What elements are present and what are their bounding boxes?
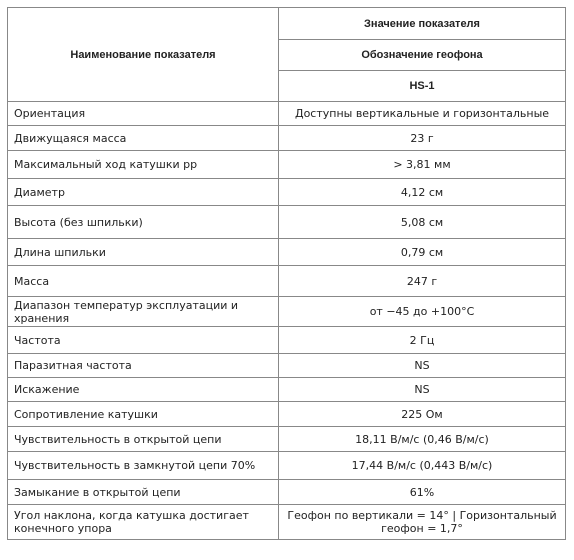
designation-column-header: Обозначение геофона xyxy=(279,40,566,71)
param-value: 2 Гц xyxy=(279,327,566,354)
param-value: 247 г xyxy=(279,266,566,297)
param-name: Чувствительность в открытой цепи xyxy=(8,427,279,452)
table-row xyxy=(8,266,566,297)
model-header: HS-1 xyxy=(279,71,566,102)
param-name: Искажение xyxy=(8,378,279,402)
table-row xyxy=(8,206,566,239)
table-row xyxy=(8,126,566,151)
param-value: 17,44 В/м/с (0,443 В/м/с) xyxy=(279,452,566,480)
param-name: Угол наклона, когда катушка достигает конечного упора xyxy=(8,505,279,540)
table-row xyxy=(8,427,566,452)
param-value: > 3,81 мм xyxy=(279,151,566,179)
param-name: Диаметр xyxy=(8,179,279,206)
param-value: NS xyxy=(279,378,566,402)
table-row xyxy=(8,102,566,126)
table-row xyxy=(8,480,566,505)
value-column-header: Значение показателя xyxy=(279,8,566,40)
table-row xyxy=(8,378,566,402)
param-name: Чувствительность в замкнутой цепи 70% xyxy=(8,452,279,480)
param-value: Геофон по вертикали = 14° | Горизонтальный геофон = 1,7° xyxy=(279,505,566,540)
param-value: NS xyxy=(279,354,566,378)
param-value: 23 г xyxy=(279,126,566,151)
table-row xyxy=(8,179,566,206)
param-value: 61% xyxy=(279,480,566,505)
param-name: Высота (без шпильки) xyxy=(8,206,279,239)
param-value: 0,79 см xyxy=(279,239,566,266)
param-name: Ориентация xyxy=(8,102,279,126)
param-value: 4,12 см xyxy=(279,179,566,206)
param-value: 18,11 В/м/с (0,46 В/м/с) xyxy=(279,427,566,452)
table-row xyxy=(8,239,566,266)
param-name: Максимальный ход катушки pp xyxy=(8,151,279,179)
param-value: 225 Ом xyxy=(279,402,566,427)
param-name: Паразитная частота xyxy=(8,354,279,378)
param-value: Доступны вертикальные и горизонтальные xyxy=(279,102,566,126)
param-name: Длина шпильки xyxy=(8,239,279,266)
param-value: 5,08 см xyxy=(279,206,566,239)
table-row xyxy=(8,151,566,179)
param-value: от −45 до +100°C xyxy=(279,297,566,327)
geophone-spec-table xyxy=(7,7,566,540)
param-name: Движущаяся масса xyxy=(8,126,279,151)
table-row xyxy=(8,354,566,378)
table-row xyxy=(8,505,566,540)
param-name: Замыкание в открытой цепи xyxy=(8,480,279,505)
param-name: Сопротивление катушки xyxy=(8,402,279,427)
name-column-header: Наименование показателя xyxy=(8,8,279,102)
table-row xyxy=(8,452,566,480)
param-name: Масса xyxy=(8,266,279,297)
param-name: Частота xyxy=(8,327,279,354)
table-row xyxy=(8,327,566,354)
table-row xyxy=(8,402,566,427)
param-name: Диапазон температур эксплуатации и хранения xyxy=(8,297,279,327)
table-row xyxy=(8,297,566,327)
